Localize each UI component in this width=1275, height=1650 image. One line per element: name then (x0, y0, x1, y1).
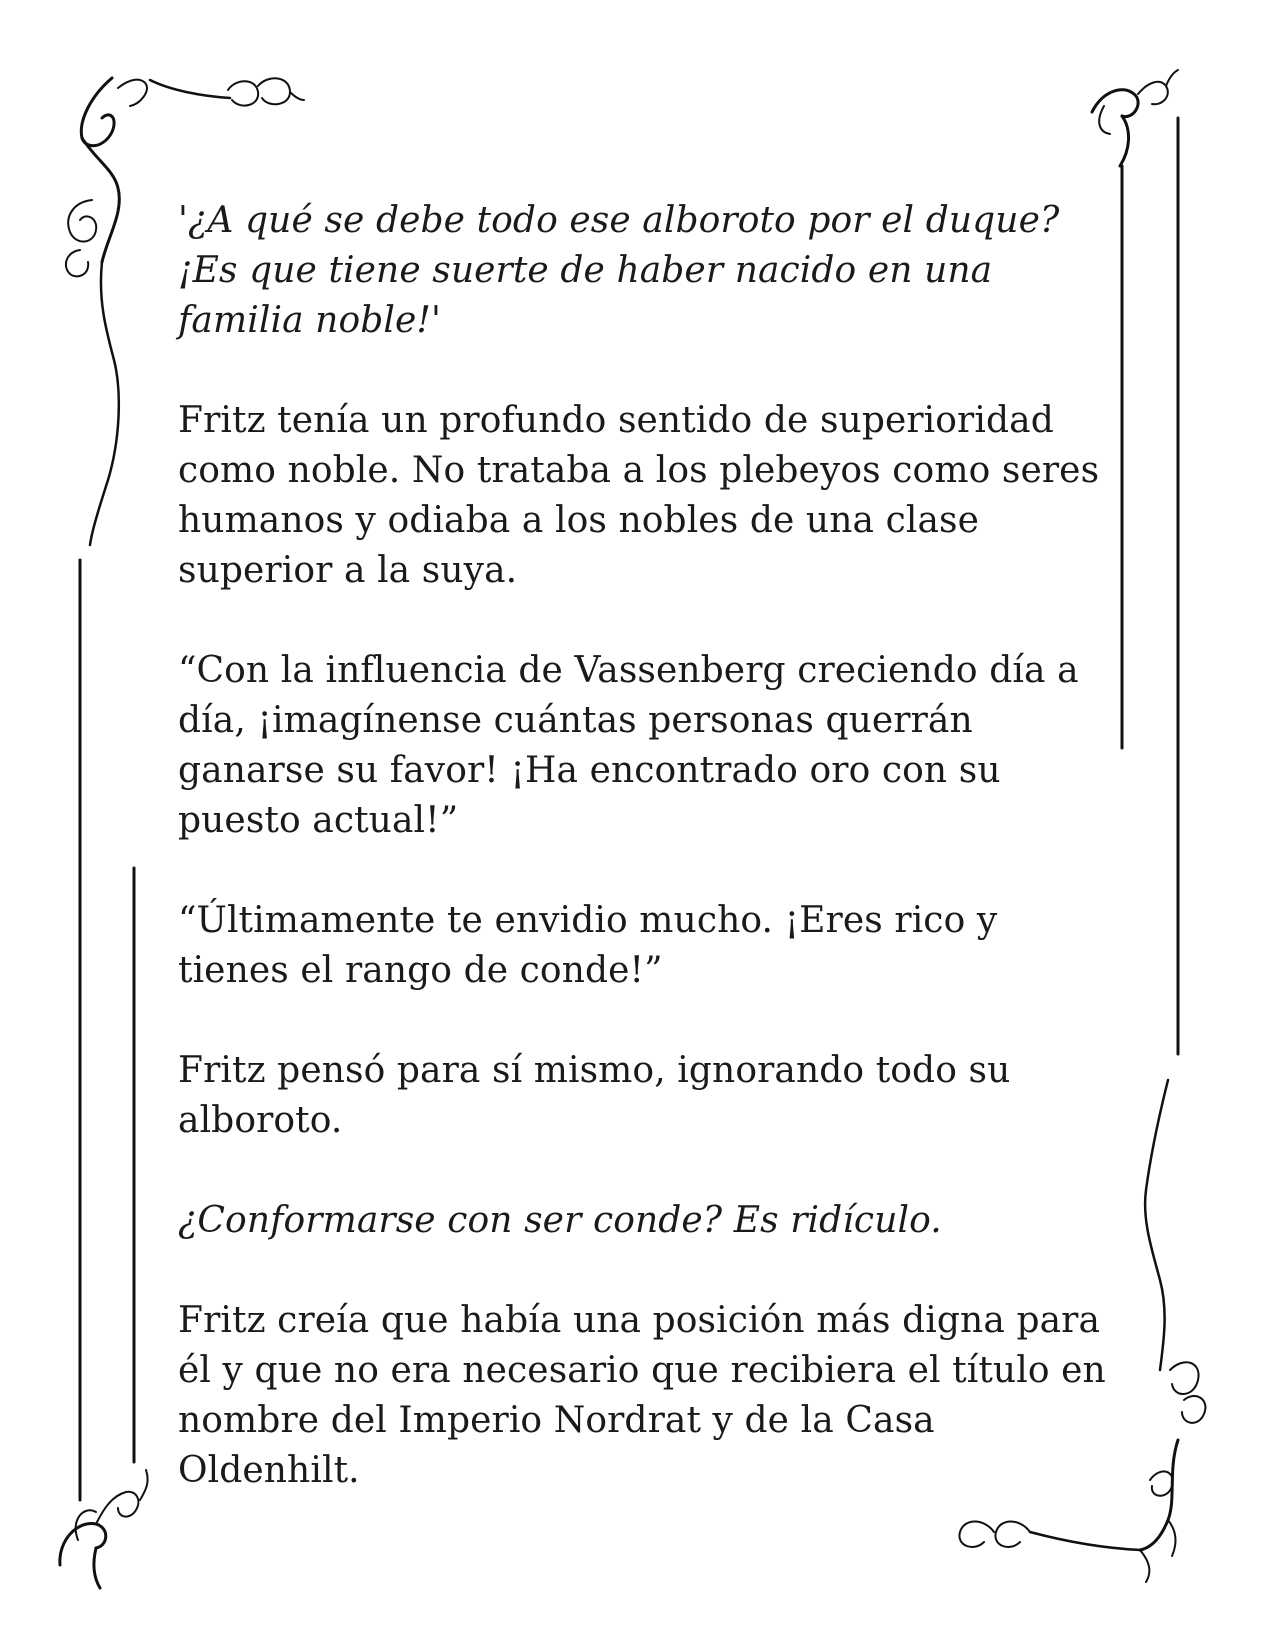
paragraph-5: Fritz pensó para sí mismo, ignorando todo su alboroto. (178, 1050, 1011, 1141)
paragraph-7: Fritz creía que había una posición más digna para él y que no era necesario que recibiera el título en nombre del Imperio Nordrat y de la Casa Oldenhilt. (178, 1300, 1106, 1491)
top-right-flourish (1092, 70, 1178, 166)
paragraph-2: Fritz tenía un profundo sentido de superioridad como noble. No trataba a los plebeyos como seres humanos y odiaba a los nobles de una clase superior a la suya. (178, 400, 1100, 591)
paragraph-6: ¿Conformarse con ser conde? Es ridículo. (178, 1200, 942, 1241)
paragraph-1: '¿A qué se debe todo ese alboroto por el duque? ¡Es que tiene suerte de haber nacido en una familia noble!' (178, 200, 1060, 341)
body-text (178, 196, 1113, 1546)
paragraph-4: “Últimamente te envidio mucho. ¡Eres rico y tienes el rango de conde!” (178, 900, 998, 991)
bottom-left-flourish (60, 1470, 148, 1588)
paragraph-3: “Con la influencia de Vassenberg creciendo día a día, ¡imagínense cuántas personas querrán ganarse su favor! ¡Ha encontrado oro con su puesto actual!” (178, 650, 1079, 841)
